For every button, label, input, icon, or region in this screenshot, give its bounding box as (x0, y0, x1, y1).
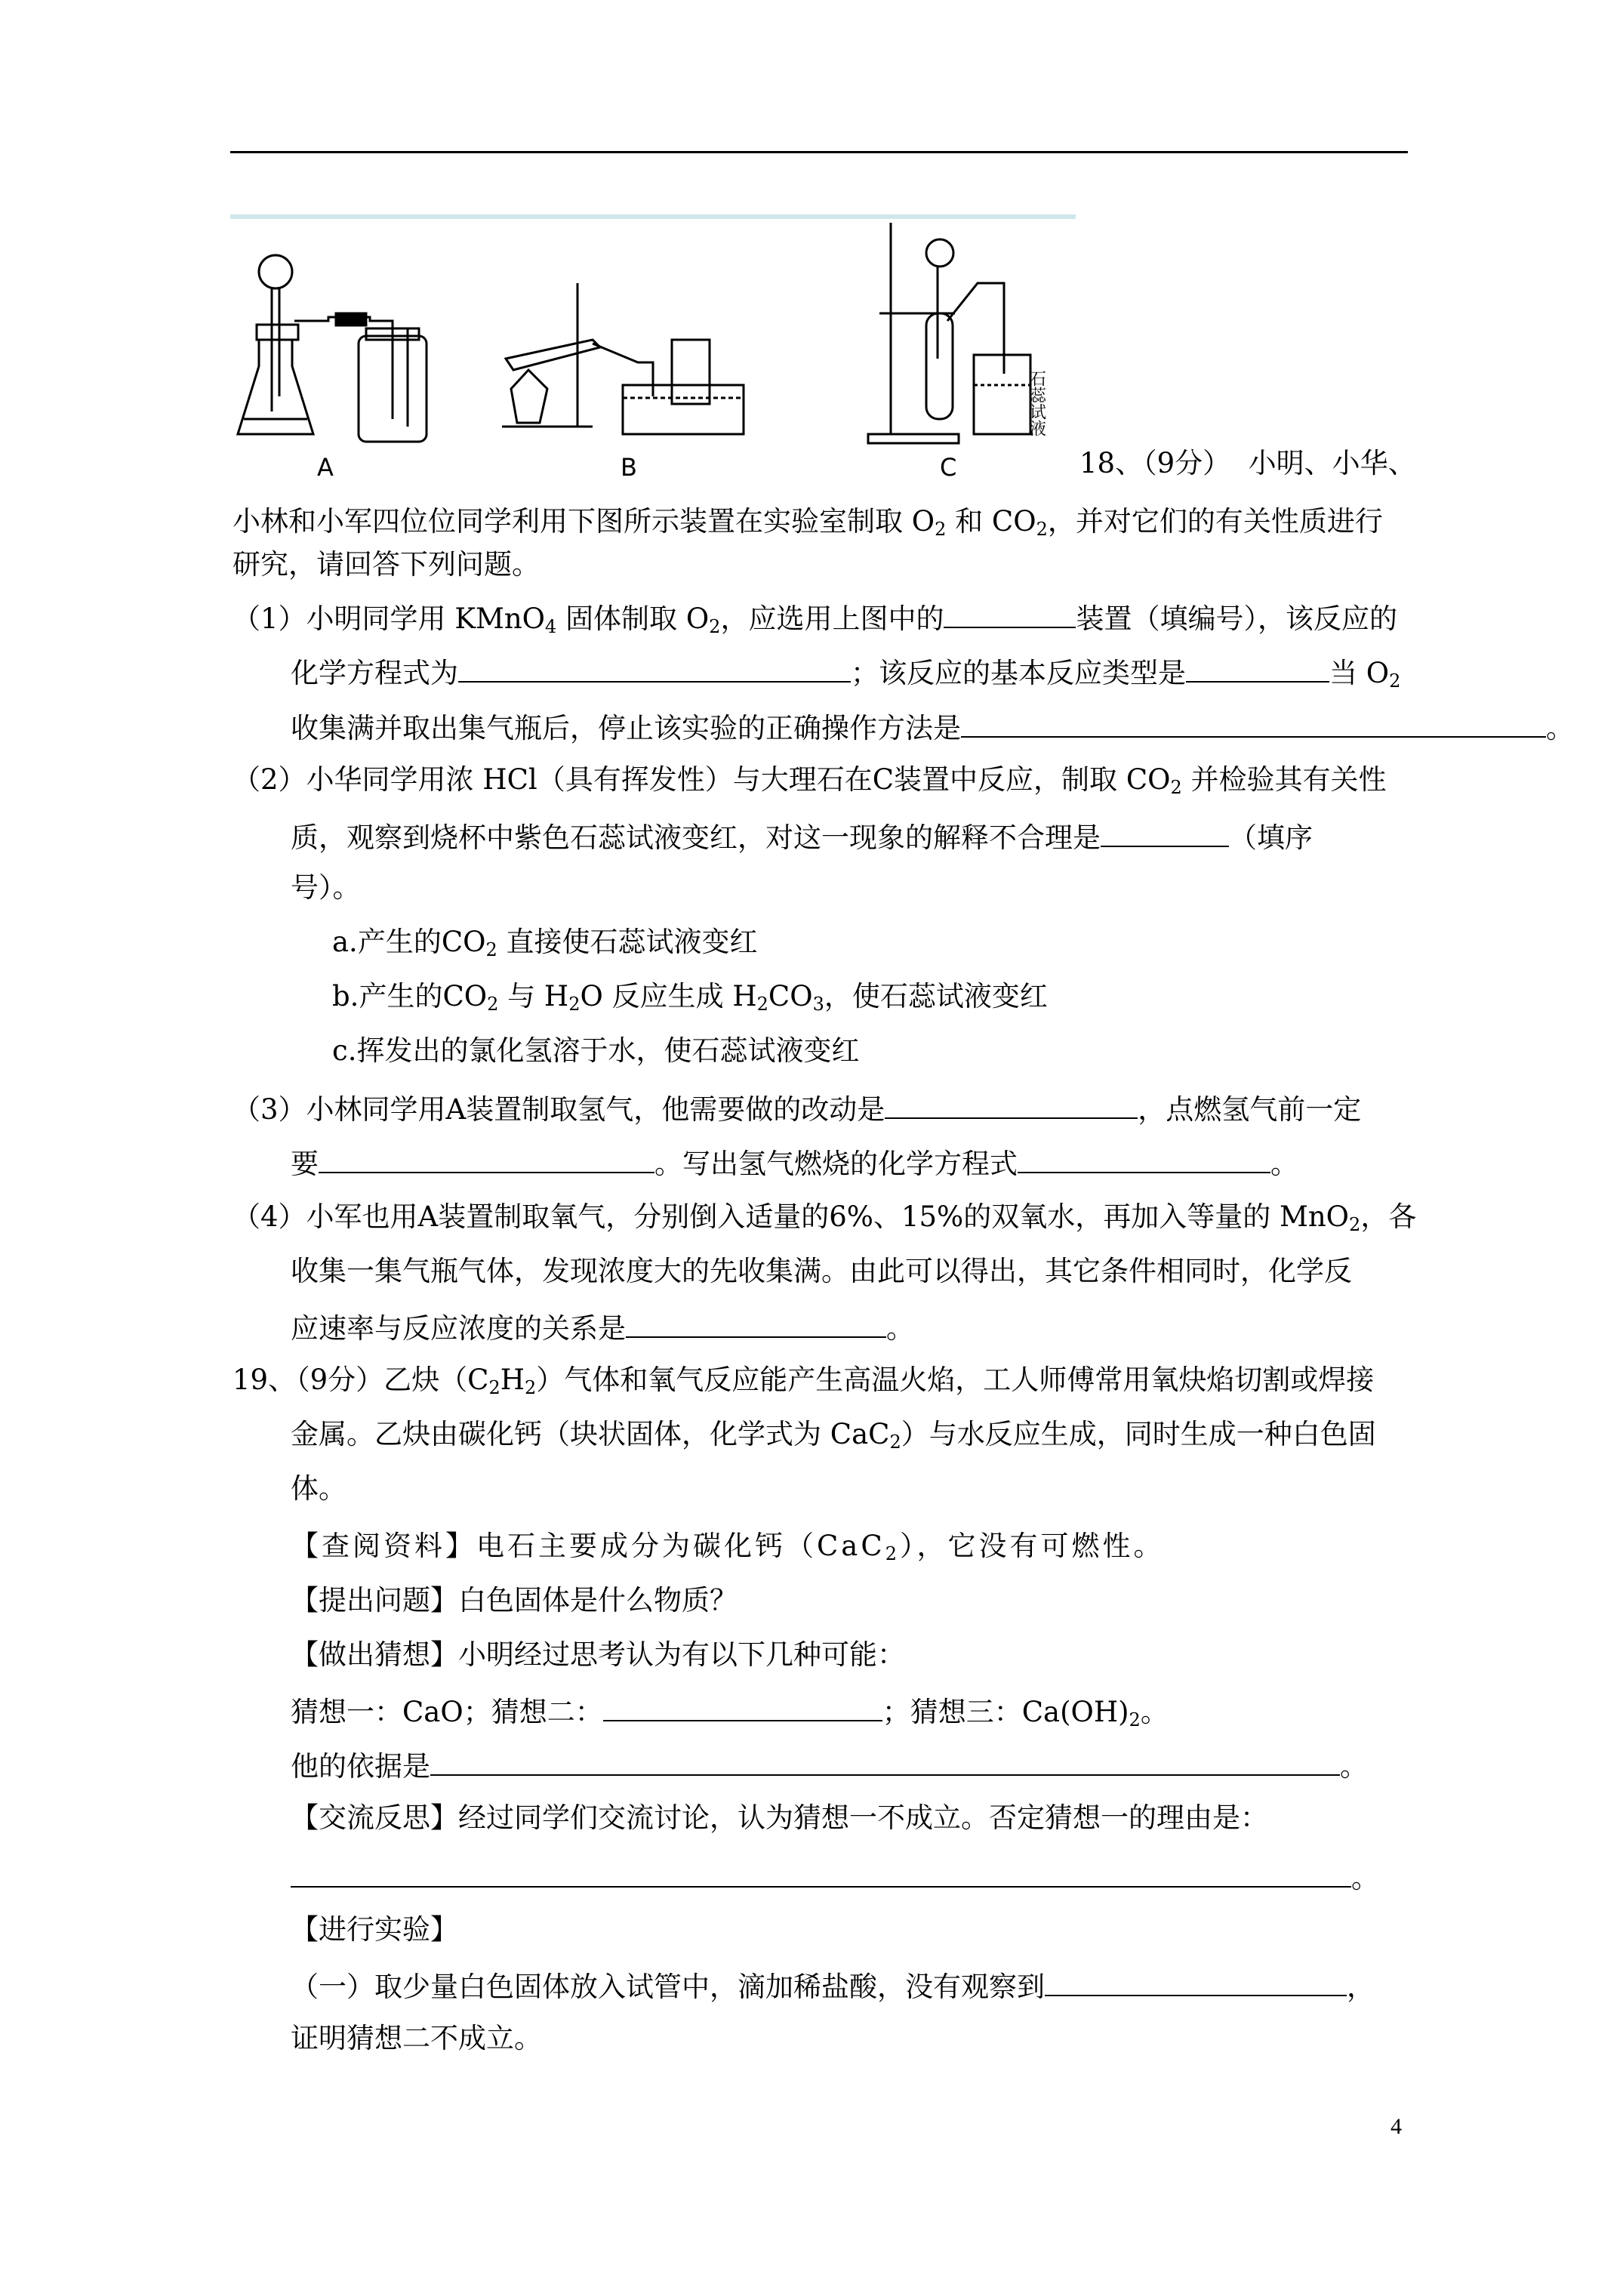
q18-intro-line3: 研究，请回答下列问题。 (233, 548, 540, 581)
answer-blank-apparatus[interactable] (944, 596, 1076, 628)
q18-part1-line1: （1）小明同学用 KMnO$_4$ 固体制取 $O_2$，应选用上图中的 装置（填编号），该反应的 (233, 596, 1397, 639)
label-a: A (317, 453, 334, 482)
header-rule (230, 151, 1408, 153)
answer-blank-unreasonable[interactable] (1101, 815, 1229, 847)
apparatus-c (868, 223, 1030, 443)
label-b: B (621, 453, 637, 482)
answer-blank-basis[interactable] (430, 1744, 1340, 1776)
answer-blank-reaction-type[interactable] (1186, 651, 1329, 683)
q19-experiment-conclusion: 证明猜想二不成立。 (291, 2022, 542, 2054)
q18-option-b: b.产生的$CO_2$ 与 $H_2O$ 反应生成 $H_2CO_3$，使石蕊试液变红 (332, 980, 1048, 1015)
q19-line2: 金属。乙炔由碳化钙（块状固体，化学式为 CaC$_2$）与水反应生成，同时生成一种白色固 (291, 1418, 1376, 1453)
q18-intro-line2: 小林和小军四位位同学利用下图所示装置在实验室制取 $O_2$ 和 $CO_2$，并对它们的有关性质进行 (233, 505, 1383, 540)
answer-blank-modification[interactable] (885, 1087, 1138, 1119)
answer-blank-guess-two[interactable] (603, 1690, 882, 1721)
apparatus-figure (230, 208, 1083, 479)
answer-blank-stop-method[interactable] (961, 706, 1546, 738)
apparatus-b (502, 283, 744, 434)
q18-option-a: a.产生的$CO_2$ 直接使石蕊试液变红 (332, 926, 758, 960)
page-number: 4 (1390, 2114, 1402, 2139)
answer-blank-concentration[interactable] (626, 1306, 886, 1338)
q19-reflection-answer: 。 (291, 1856, 1379, 1898)
q19-line3: 体。 (291, 1472, 346, 1505)
q19-guess-intro: 【做出猜想】小明经过思考认为有以下几种可能： (291, 1638, 905, 1671)
q18-part4-line1: （4）小军也用A装置制取氧气，分别倒入适量的6%、15%的双氧水，再加入等量的 MnO$_2$，各 (233, 1200, 1417, 1235)
q18-part1-line3: 收集满并取出集气瓶后，停止该实验的正确操作方法是 。 (291, 706, 1574, 748)
q18-part2-line1: （2）小华同学用浓 HCl（具有挥发性）与大理石在C装置中反应，制取 $CO_2$ 并检验其有关性 (233, 763, 1387, 798)
q19-question: 【提出问题】白色固体是什么物质？ (291, 1584, 738, 1616)
label-c: C (940, 453, 957, 482)
q18-title: 18、（9分） 小明、小华、 (1079, 447, 1416, 479)
q18-part3-line2: 要 。写出氢气燃烧的化学方程式 。 (291, 1142, 1298, 1184)
q19-basis: 他的依据是 。 (291, 1744, 1368, 1786)
q19-line1: 19、（9分）乙炔$(C_2H_2)$气体和氧气反应能产生高温火焰，工人师傅常用氧炔焰切割或焊接 (233, 1364, 1375, 1398)
q18-part1-line2: 化学方程式为 ；该反应的基本反应类型是 当 $O_2$ (291, 651, 1400, 693)
q19-guesses: 猜想一：CaO；猜想二： ；猜想三：$Ca(OH)_2$。 (291, 1690, 1169, 1732)
q19-reflection: 【交流反思】经过同学们交流讨论，认为猜想一不成立。否定猜想一的理由是： (291, 1801, 1268, 1834)
beaker-annotation: 石蕊试液 (1027, 370, 1046, 436)
q18-part2-line3: 号）。 (291, 871, 361, 904)
answer-blank-equation[interactable] (458, 651, 851, 683)
answer-blank-before-ignition[interactable] (319, 1142, 654, 1173)
answer-blank-hydrogen-equation[interactable] (1018, 1142, 1270, 1173)
q19-experiment-heading: 【进行实验】 (291, 1913, 458, 1946)
q18-part3-line1: （3）小林同学用A装置制取氢气，他需要做的改动是 ，点燃氢气前一定 (233, 1087, 1361, 1130)
q18-part4-line3: 应速率与反应浓度的关系是 。 (291, 1306, 914, 1348)
answer-blank-observation[interactable] (1045, 1965, 1347, 1996)
q19-experiment-step1: （一）取少量白色固体放入试管中，滴加稀盐酸，没有观察到 ， (291, 1965, 1375, 2007)
q19-reference: 【查阅资料】电石主要成分为碳化钙（CaC$_2$），它没有可燃性。 (291, 1530, 1165, 1564)
apparatus-a (238, 255, 427, 442)
q18-option-c: c.挥发出的氯化氢溶于水，使石蕊试液变红 (332, 1034, 860, 1067)
q18-part4-line2: 收集一集气瓶气体，发现浓度大的先收集满。由此可以得出，其它条件相同时，化学反 (291, 1255, 1352, 1287)
q18-part2-line2: 质，观察到烧杯中紫色石蕊试液变红，对这一现象的解释不合理是 （填序 (291, 815, 1313, 858)
answer-blank-reflection[interactable] (291, 1856, 1351, 1888)
